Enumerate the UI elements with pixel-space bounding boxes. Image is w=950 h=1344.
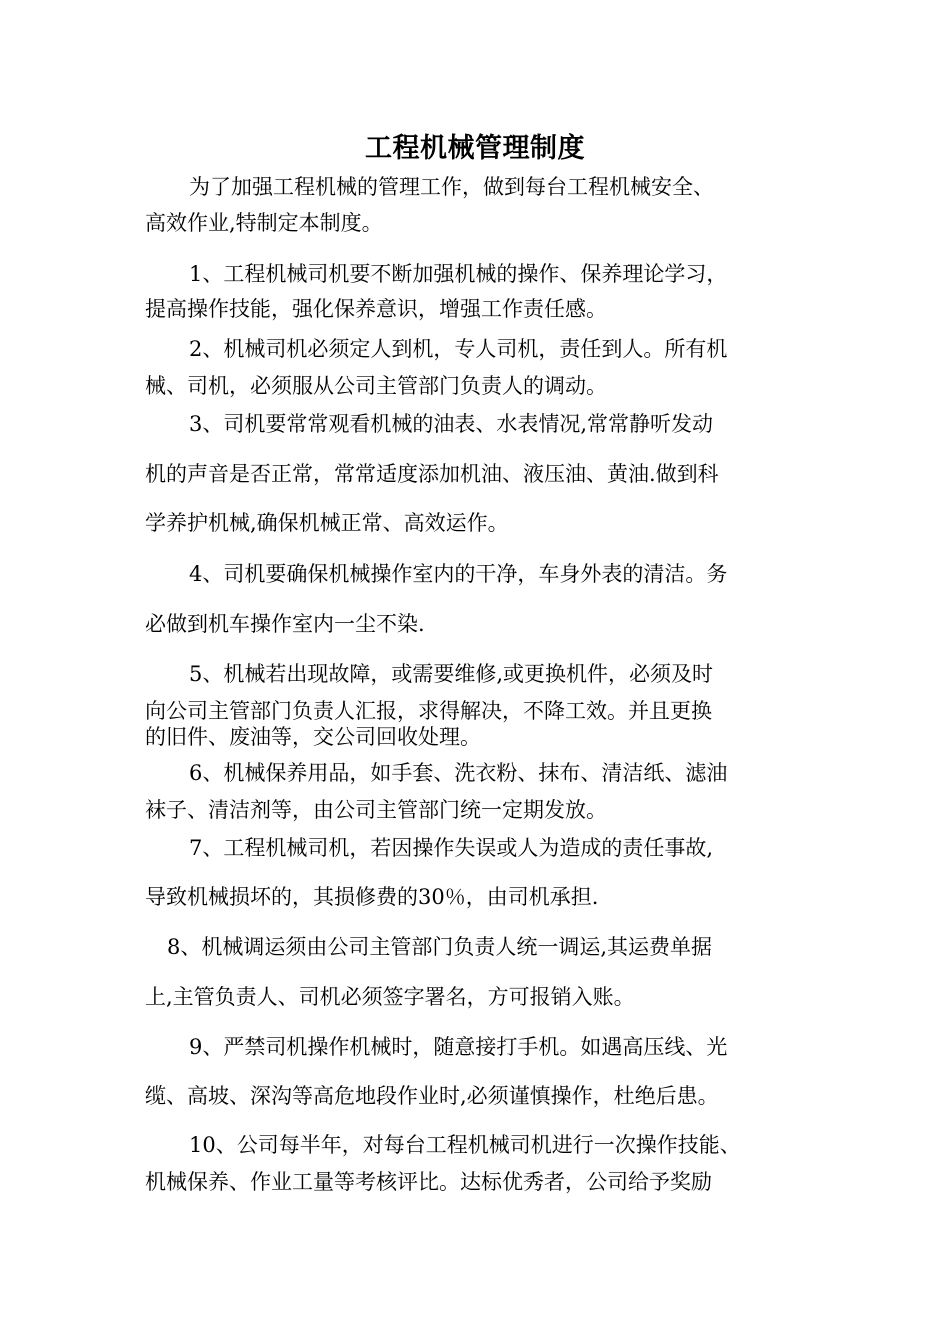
- text-line: 必做到机车操作室内一尘不染.: [145, 612, 425, 636]
- text-line: 3、司机要常常观看机械的油表、水表情况,常常静听发动: [189, 412, 714, 436]
- text-line: 9、严禁司机操作机械时，随意接打手机。如遇高压线、光: [189, 1035, 728, 1059]
- text-line: 10、公司每半年，对每台工程机械司机进行一次操作技能、: [189, 1133, 741, 1157]
- text-line: 袜子、清洁剂等，由公司主管部门统一定期发放。: [145, 798, 607, 822]
- text-line: 的旧件、废油等，交公司回收处理。: [145, 725, 481, 749]
- text-line: 4、司机要确保机械操作室内的干净，车身外表的清洁。务: [189, 562, 728, 586]
- text-line: 8、机械调运须由公司主管部门负责人统一调运,其运费单据: [167, 935, 713, 959]
- text-line: 学养护机械,确保机械正常、高效运作。: [145, 511, 509, 535]
- text-line: 7、工程机械司机，若因操作失误或人为造成的责任事故,: [189, 836, 714, 860]
- text-line: 6、机械保养用品，如手套、洗衣粉、抹布、清洁纸、滤油: [189, 761, 728, 785]
- text-line: 向公司主管部门负责人汇报，求得解决，不降工效。并且更换: [145, 699, 712, 723]
- text-line: 为了加强工程机械的管理工作，做到每台工程机械安全、: [189, 175, 714, 199]
- text-line: 5、机械若出现故障，或需要维修,或更换机件，必须及时: [189, 662, 714, 686]
- text-line: 上,主管负责人、司机必须签字署名，方可报销入账。: [145, 985, 635, 1009]
- text-line: 高效作业,特制定本制度。: [145, 211, 383, 235]
- text-line: 导致机械损坏的，其损修费的30％，由司机承担.: [145, 885, 599, 909]
- text-line: 械、司机，必须服从公司主管部门负责人的调动。: [145, 374, 607, 398]
- document-title: 工程机械管理制度: [365, 133, 585, 164]
- text-line: 机械保养、作业工量等考核评比。达标优秀者，公司给予奖励: [145, 1170, 712, 1194]
- text-line: 机的声音是否正常，常常适度添加机油、液压油、黄油.做到科: [145, 462, 719, 486]
- text-line: 提高操作技能，强化保养意识，增强工作责任感。: [145, 297, 607, 321]
- text-line: 2、机械司机必须定人到机，专人司机，责任到人。所有机: [189, 337, 728, 361]
- text-line: 1、工程机械司机要不断加强机械的操作、保养理论学习，: [189, 262, 728, 286]
- text-line: 缆、高坡、深沟等高危地段作业时,必须谨慎操作，杜绝后患。: [145, 1084, 719, 1108]
